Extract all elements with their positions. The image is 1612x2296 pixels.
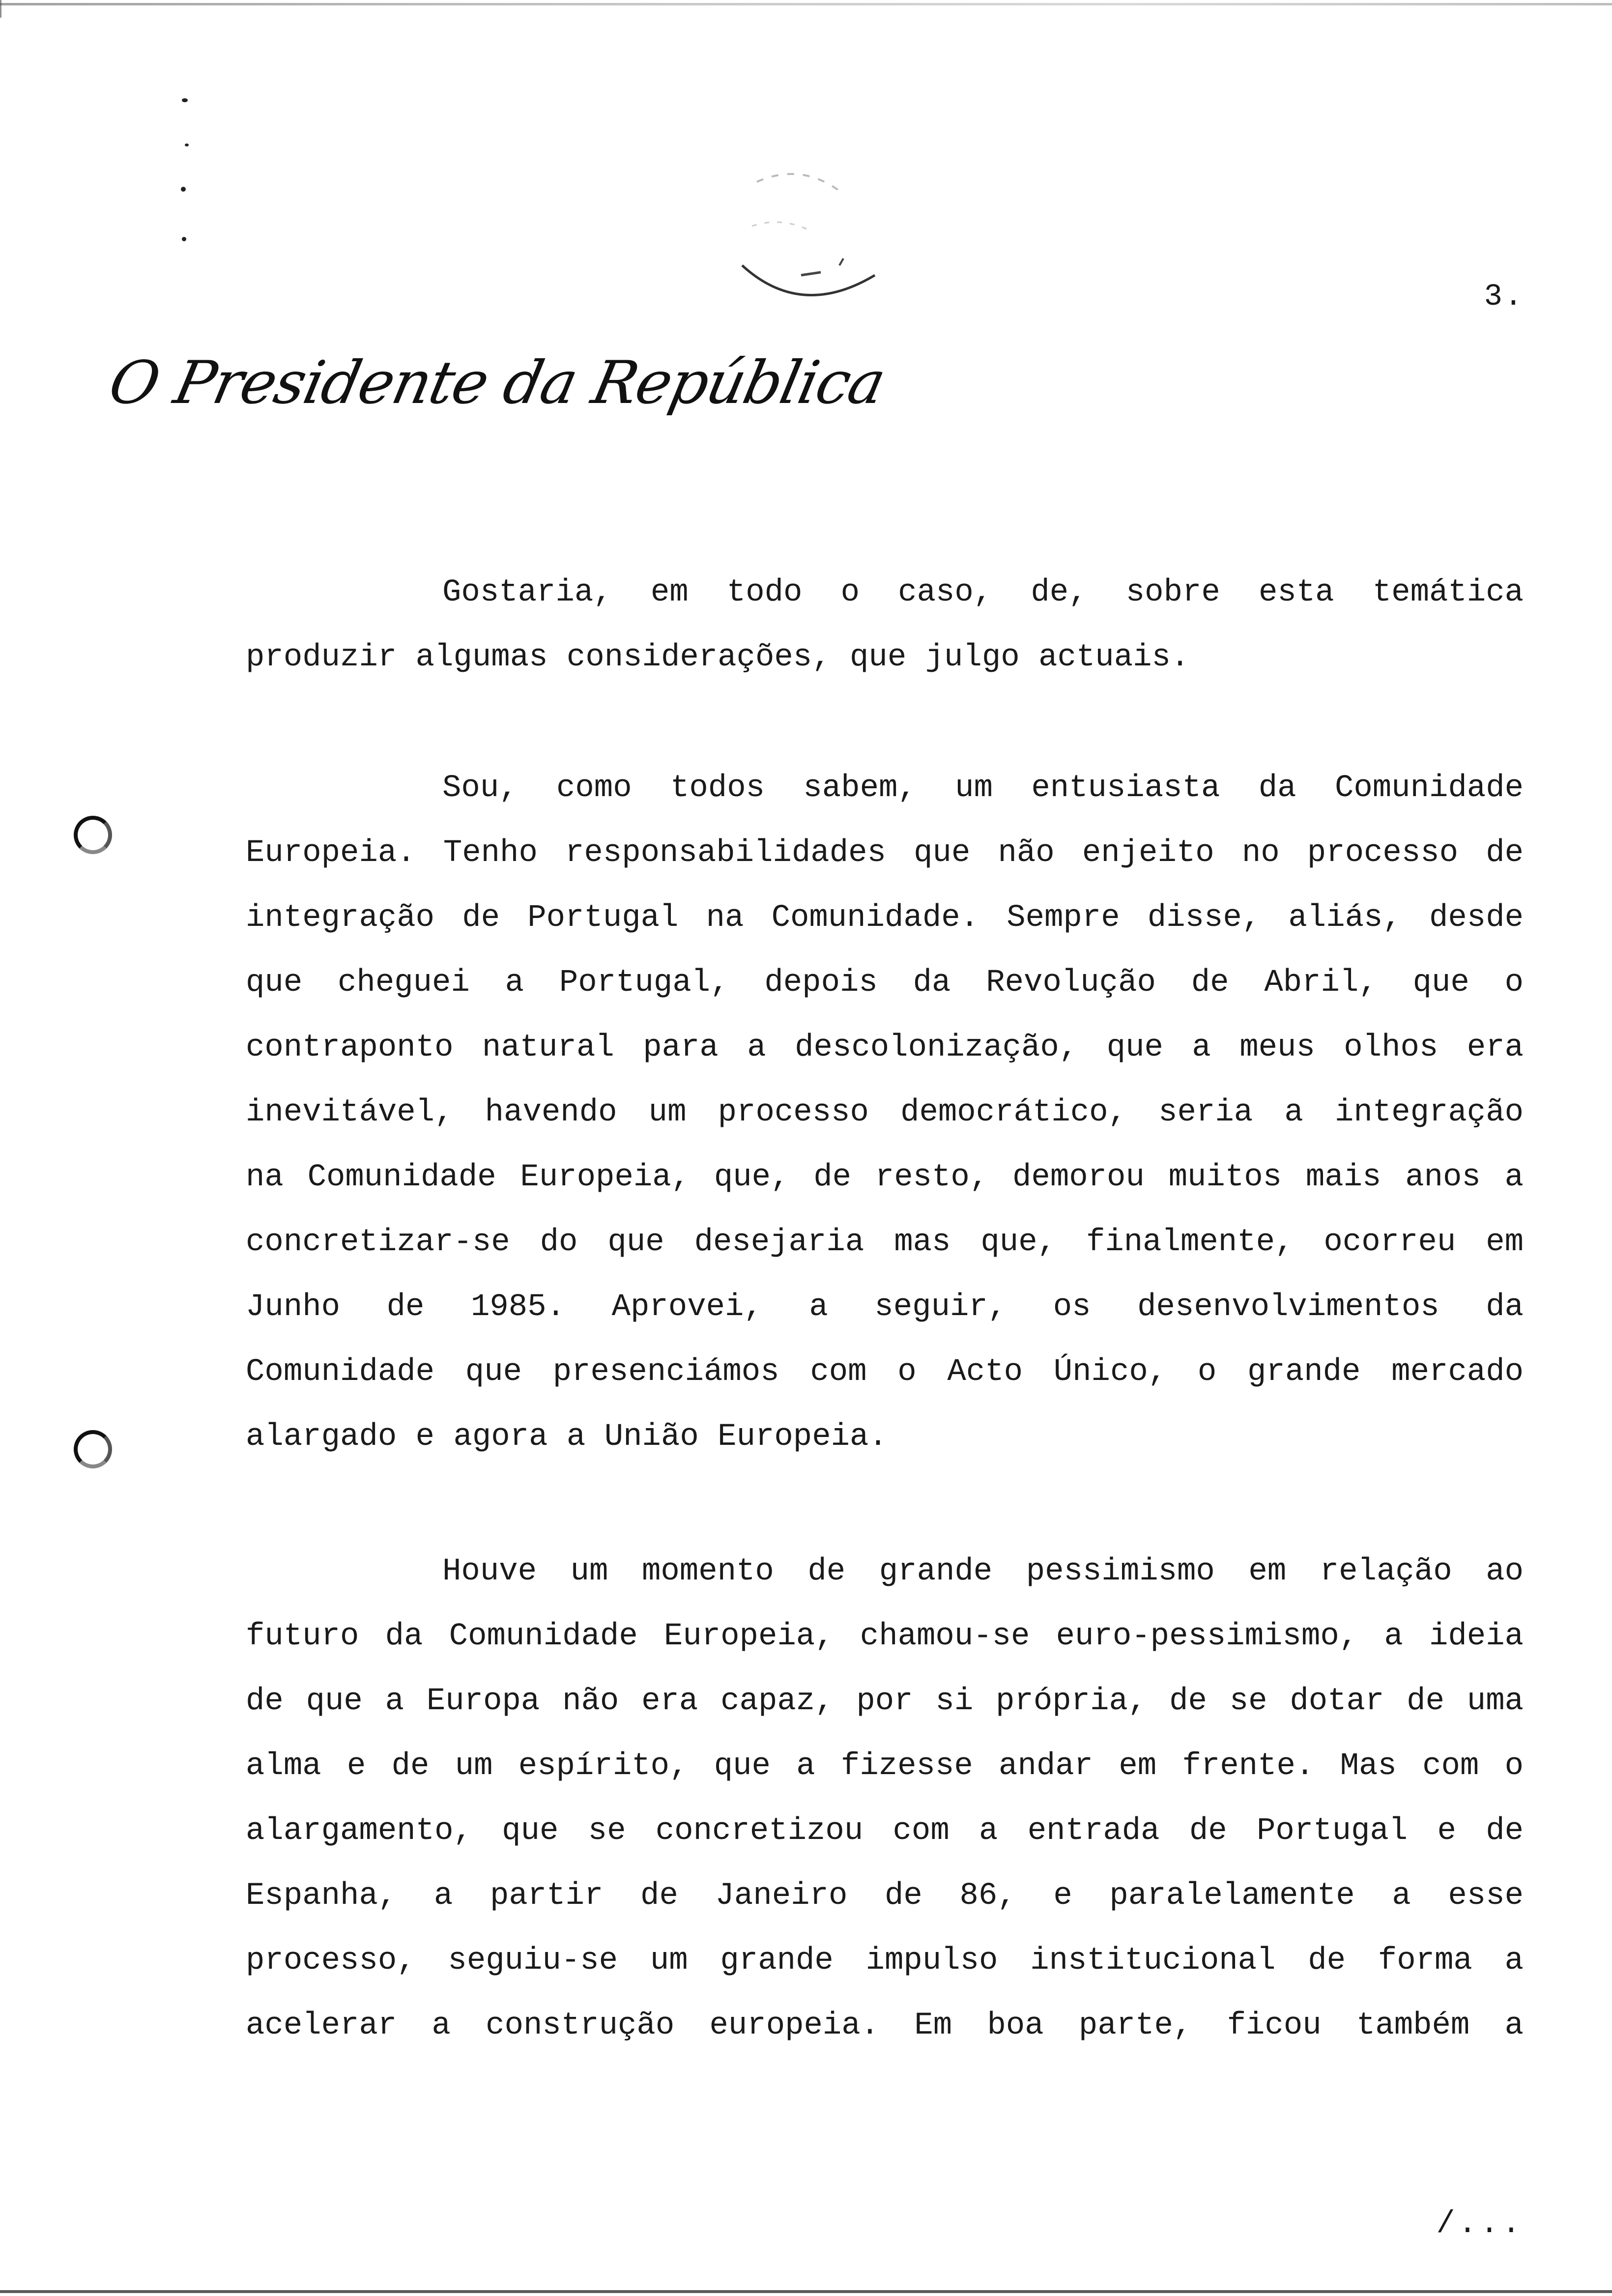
text-line: Houve um momento de grande pessimismo em relação ao — [442, 1554, 1524, 1589]
text-line: futuro da Comunidade Europeia, chamou-se euro-pessimismo, a ideia — [246, 1619, 1524, 1654]
text-line: integração de Portugal na Comunidade. Sempre disse, aliás, desde — [246, 900, 1524, 936]
text-line: Junho de 1985. Aprovei, a seguir, os desenvolvimentos da — [246, 1290, 1524, 1325]
page-number: 3. — [1484, 279, 1525, 314]
text-line: Sou, como todos sabem, um entusiasta da Comunidade — [442, 771, 1524, 806]
paragraph-1 — [246, 560, 1524, 690]
text-line: concretizar-se do que desejaria mas que, finalmente, ocorreu em — [246, 1225, 1524, 1260]
scan-top-edge — [0, 3, 1612, 5]
text-line: Comunidade que presenciámos com o Acto Único, o grande mercado — [246, 1354, 1524, 1390]
scan-speck — [182, 98, 188, 102]
text-line: contraponto natural para a descolonização, que a meus olhos era — [246, 1030, 1524, 1065]
text-line: acelerar a construção europeia. Em boa parte, ficou também a — [246, 2008, 1524, 2043]
scan-speck — [181, 187, 186, 192]
scan-margin-mark — [0, 0, 6, 18]
paragraph-2 — [246, 756, 1524, 1469]
text-line: Espanha, a partir de Janeiro de 86, e paralelamente a esse — [246, 1878, 1524, 1914]
scan-speck — [182, 237, 186, 241]
punch-hole — [74, 1430, 112, 1468]
text-line: que cheguei a Portugal, depois da Revolução de Abril, que o — [246, 965, 1524, 1001]
text-line: processo, seguiu-se um grande impulso institucional de forma a — [246, 1943, 1524, 1979]
scan-speck — [185, 144, 189, 146]
text-line: alargado e agora a União Europeia. — [246, 1419, 888, 1455]
paragraph-3 — [246, 1539, 1524, 2058]
punch-hole — [74, 816, 112, 854]
text-line: alargamento, que se concretizou com a entrada de Portugal e de — [246, 1813, 1524, 1849]
text-line: Gostaria, em todo o caso, de, sobre esta temática — [442, 575, 1524, 610]
faded-stamp-mark — [727, 162, 904, 315]
letterhead-title: O Presidente da República — [103, 349, 891, 417]
text-line: na Comunidade Europeia, que, de resto, demorou muitos mais anos a — [246, 1160, 1524, 1195]
text-line: alma e de um espírito, que a fizesse andar em frente. Mas com o — [246, 1749, 1524, 1784]
text-line: produzir algumas considerações, que julgo actuais. — [246, 640, 1190, 675]
text-line: de que a Europa não era capaz, por si própria, de se dotar de uma — [246, 1684, 1524, 1719]
continuation-mark: /... — [1436, 2207, 1524, 2242]
scan-bottom-edge — [0, 2290, 1612, 2293]
text-line: inevitável, havendo um processo democrático, seria a integração — [246, 1095, 1524, 1130]
text-line: Europeia. Tenho responsabilidades que não enjeito no processo de — [246, 835, 1524, 871]
